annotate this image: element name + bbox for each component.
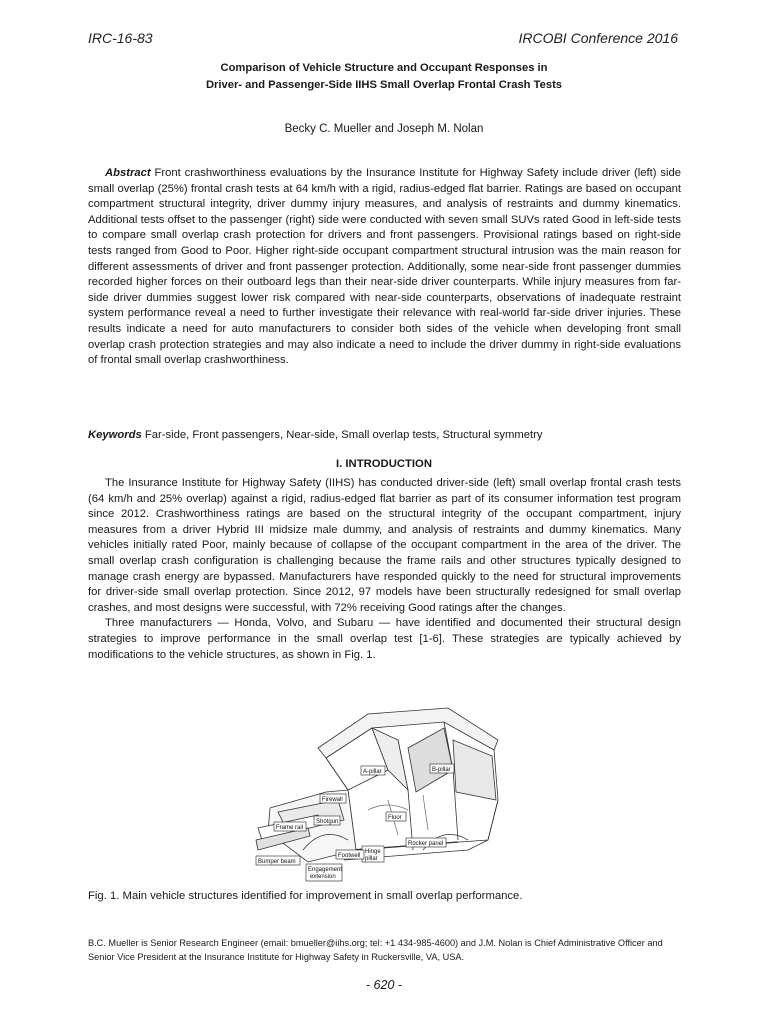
- title-line-2: Driver- and Passenger-Side IIHS Small Overlap Frontal Crash Tests: [205, 79, 563, 91]
- label-rocker-panel: [406, 838, 446, 847]
- authors: Becky C. Mueller and Joseph M. Nolan: [284, 123, 484, 135]
- page-number: - 620 -: [365, 978, 403, 992]
- svg-text:pillar: pillar: [365, 856, 378, 862]
- label-frame-rail: [274, 822, 306, 831]
- label-firewall: [320, 794, 346, 803]
- svg-text:Shotgun: Shotgun: [316, 819, 339, 825]
- svg-text:Engagement: Engagement: [308, 867, 343, 873]
- section-heading: I. INTRODUCTION: [335, 458, 433, 470]
- svg-text:Floor: Floor: [388, 815, 402, 821]
- keywords-text: Far-side, Front passengers, Near-side, Small overlap tests, Structural symmetry: [141, 429, 543, 441]
- abstract: [88, 166, 681, 369]
- label-shotgun: [314, 816, 340, 825]
- keywords: [88, 428, 681, 444]
- label-hinge-pillar: [362, 846, 384, 862]
- title-line-1: Comparison of Vehicle Structure and Occupant Responses in: [220, 62, 548, 74]
- svg-text:Frame rail: Frame rail: [276, 825, 304, 831]
- svg-text:Firewall: Firewall: [322, 797, 343, 803]
- figure-caption: Fig. 1. Main vehicle structures identified for improvement in small overlap performance.: [88, 890, 523, 902]
- intro-paragraph-1: The Insurance Institute for Highway Safety (IIHS) has conducted driver-side (left) small overlap frontal crash tests (64 km/h and 25% overlap) against a rigid, radius-edged flat barrier as part of its consumer information test program since 2012. Crashworthiness ratings are based on the structural integrity of the occupant compartment, injury measures from a driver Hybrid III midsize male dummy, and analysis of restraints and dummy kinematics. Many vehicles initially rated Poor, mainly because of collapse of the occupant compartment in the area of the driver. The small overlap crash configuration is challenging because the frame rails and other structures typically designed to manage crash energy are bypassed. Manufacturers have responded quickly to the need for structural improvements for driver-side small overlap protection. Since 2012, 97 models have been structurally redesigned for small overlap crashes, and most designs were successful, with 72% receiving Good ratings after the changes.: [88, 477, 681, 614]
- svg-text:B-pillar: B-pillar: [432, 767, 451, 773]
- label-floor: [386, 812, 406, 821]
- vehicle-body-drawing: [248, 700, 510, 890]
- svg-text:Bumper beam: Bumper beam: [258, 859, 296, 865]
- vehicle-structure-figure: [248, 700, 510, 890]
- label-engagement-extension: [306, 864, 342, 881]
- abstract-text: Front crashworthiness evaluations by the Insurance Institute for Highway Safety include driver (left) side small overlap (25%) frontal crash tests at 64 km/h with a rigid, radius-edged flat barrier. Ratings are based on occupant compartment structural integrity, driver dummy injury measures, and analysis of restraints and dummy kinematics. Additional tests offset to the passenger (right) side were conducted with seven small SUVs rated Good in left-side tests to compare small overlap crash protection for drivers and front passengers. Provisional ratings based on right-side tests ranged from Good to Poor. Higher right-side occupant compartment structural intrusion was the main reason for different assessments of driver and front passenger protection. Additionally, some near-side front passenger dummies recorded higher forces on their outboard legs than their near-side driver counterparts. While injury measures from far-side driver dummies suggest lower risk compared with near-side counterparts, observations of inadequate restraint system performance reveal a need to further investigate their relevance with real-world far-side driver injuries. These results indicate a need for auto manufacturers to consider both sides of the vehicle when developing front small overlap crash protection strategies and may also indicate a need to include the driver dummy in right-side evaluations of frontal small overlap crashworthiness.: [88, 167, 681, 367]
- abstract-lead: Abstract: [105, 167, 151, 179]
- introduction: [88, 476, 681, 663]
- paper-title: [0, 60, 768, 94]
- header-conference: IRCOBI Conference 2016: [518, 30, 678, 46]
- keywords-lead: Keywords: [88, 429, 142, 441]
- header-paper-id: IRC-16-83: [88, 30, 153, 46]
- label-footwell: [336, 850, 364, 859]
- author-footnote: B.C. Mueller is Senior Research Engineer (email: bmueller@iihs.org; tel: +1 434-985-4600) and J.M. Nolan is Chief Administrative Officer and Senior Vice President at the Insurance Institute for Highway Safety in Ruckersville, VA, USA.: [88, 938, 663, 962]
- svg-text:Footwell: Footwell: [338, 853, 361, 859]
- intro-paragraph-2: Three manufacturers — Honda, Volvo, and Subaru — have identified and documented their structural design strategies to improve performance in the small overlap test [1-6]. These strategies are typically achieved by modifications to the vehicle structures, as shown in Fig. 1.: [88, 617, 681, 661]
- label-bumper-beam: [256, 856, 300, 865]
- label-a-pillar: [361, 766, 385, 775]
- svg-text:extension: extension: [310, 874, 336, 880]
- svg-text:A-pillar: A-pillar: [363, 769, 382, 775]
- label-b-pillar: [430, 764, 454, 773]
- svg-text:Hinge: Hinge: [365, 849, 381, 855]
- svg-text:Rocker panel: Rocker panel: [408, 841, 444, 847]
